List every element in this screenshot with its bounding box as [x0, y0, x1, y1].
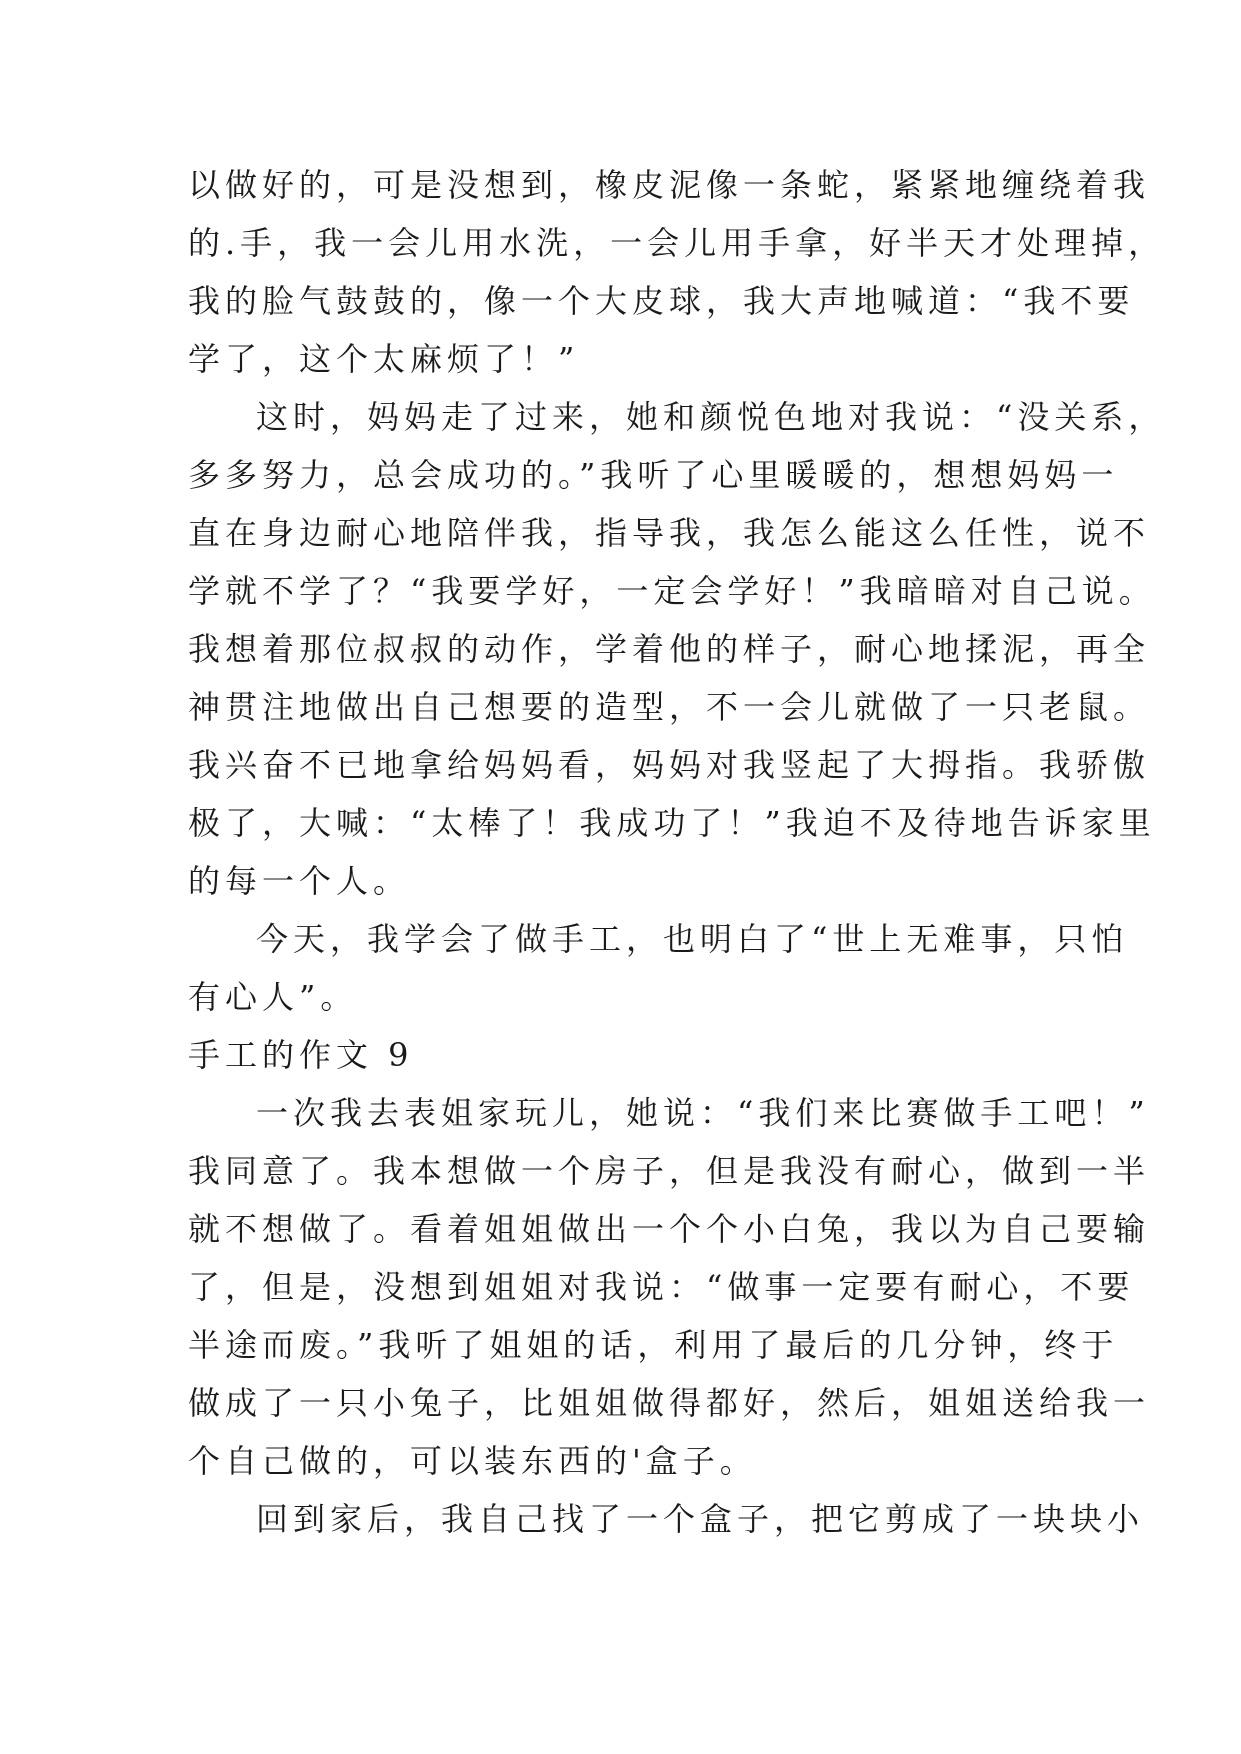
text-line: 半途而废。”我听了姐姐的话，利用了最后的几分钟，终于: [188, 1326, 1119, 1364]
text-line: 这时，妈妈走了过来，她和颜悦色地对我说：“没关系，: [256, 398, 1166, 436]
text-line: 我想着那位叔叔的动作，学着他的样子，耐心地揉泥，再全: [188, 630, 1151, 668]
text-line: 的每一个人。: [188, 862, 411, 900]
essay-body: [188, 156, 1166, 1548]
text-line: 以做好的，可是没想到，橡皮泥像一条蛇，紧紧地缠绕着我: [188, 166, 1151, 204]
text-line: 回到家后，我自己找了一个盒子，把它剪成了一块块小: [256, 1500, 1145, 1538]
text-line: 就不想做了。看着姐姐做出一个个小白兔，我以为自己要输: [188, 1210, 1151, 1248]
text-line: 直在身边耐心地陪伴我，指导我，我怎么能这么任性，说不: [188, 514, 1151, 552]
text-line: 学就不学了？“我要学好，一定会学好！”我暗暗对自己说。: [188, 572, 1156, 610]
text-line: 今天，我学会了做手工，也明白了“世上无难事，只怕: [256, 920, 1129, 958]
text-line: 做成了一只小兔子，比姐姐做得都好，然后，姐姐送给我一: [188, 1384, 1151, 1422]
text-line: 多多努力，总会成功的。”我听了心里暖暖的，想想妈妈一: [188, 456, 1119, 494]
text-line: 一次我去表姐家玩儿，她说：“我们来比赛做手工吧！”: [256, 1094, 1150, 1132]
text-line: 有心人”。: [188, 978, 358, 1016]
text-line: 个自己做的，可以装东西的'盒子。: [188, 1442, 757, 1480]
text-line: 我的脸气鼓鼓的，像一个大皮球，我大声地喊道：“我不要: [188, 282, 1135, 320]
text-line: 了，但是，没想到姐姐对我说：“做事一定要有耐心，不要: [188, 1268, 1135, 1306]
text-line: 我兴奋不已地拿给妈妈看，妈妈对我竖起了大拇指。我骄傲: [188, 746, 1151, 784]
section-heading: 手工的作文 9: [188, 1036, 414, 1074]
text-line: 学了，这个太麻烦了！”: [188, 340, 580, 378]
text-line: 极了，大喊：“太棒了！我成功了！”我迫不及待地告诉家里: [188, 804, 1156, 842]
text-line: 神贯注地做出自己想要的造型，不一会儿就做了一只老鼠。: [188, 688, 1151, 726]
text-line: 的.手，我一会儿用水洗，一会儿用手拿，好半天才处理掉，: [188, 224, 1166, 262]
text-line: 我同意了。我本想做一个房子，但是我没有耐心，做到一半: [188, 1152, 1151, 1190]
